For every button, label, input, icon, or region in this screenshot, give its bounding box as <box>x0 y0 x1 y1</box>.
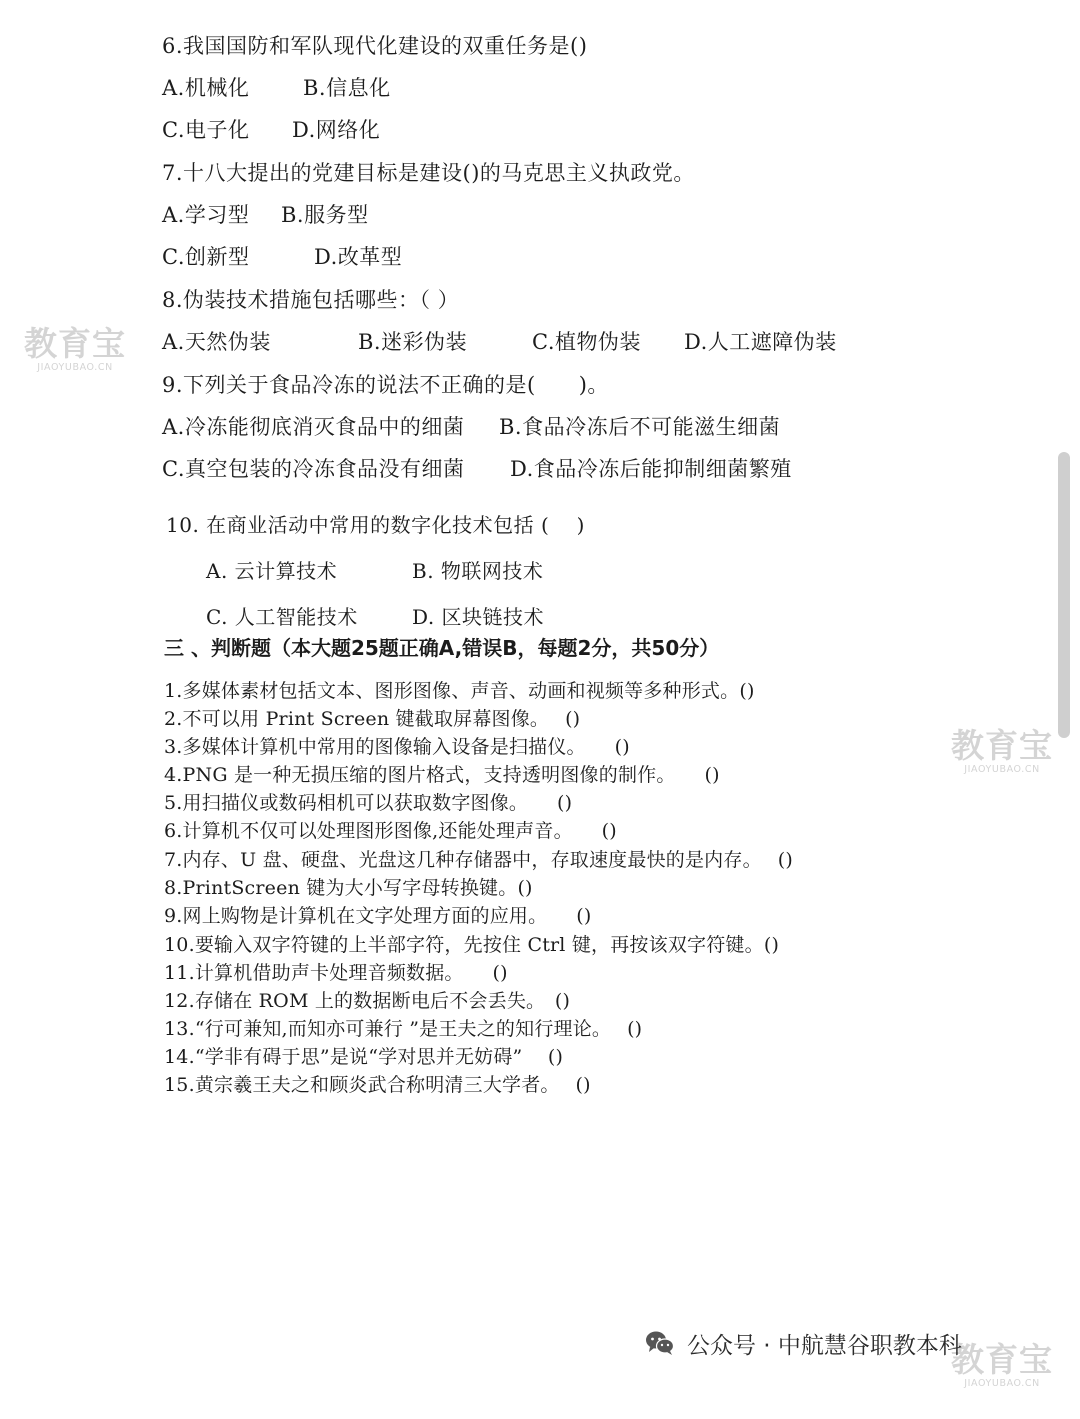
option-6b: B.信息化 <box>303 76 391 100</box>
judgment-item: 2.不可以用 Print Screen 键截取屏幕图像。 () <box>164 708 581 730</box>
watermark-url: JIAOYUBAO.CN <box>37 362 113 373</box>
footer-account <box>645 1326 962 1360</box>
judgment-item: 5.用扫描仪或数码相机可以获取数字图像。 () <box>164 792 573 814</box>
judgment-item: 1.多媒体素材包括文本、图形图像、声音、动画和视频等多种形式。() <box>164 680 755 702</box>
option-9a: A.冷冻能彻底消灭食品中的细菌 <box>162 415 465 439</box>
judgment-item: 9.网上购物是计算机在文字处理方面的应用。 () <box>164 905 592 927</box>
judgment-item: 14.“学非有碍于思”是说“学对思并无妨碍” () <box>164 1046 564 1068</box>
judgment-item: 8.PrintScreen 键为大小写字母转换键。() <box>164 877 533 899</box>
option-10c: C. 人工智能技术 <box>206 605 358 629</box>
option-10d: D. 区块链技术 <box>412 605 545 629</box>
question-9: 9.下列关于食品冷冻的说法不正确的是( )。 <box>162 373 609 397</box>
judgment-item: 11.计算机借助声卡处理音频数据。 () <box>164 962 508 984</box>
judgment-item: 3.多媒体计算机中常用的图像输入设备是扫描仪。 () <box>164 736 630 758</box>
option-10b: B. 物联网技术 <box>412 559 544 583</box>
option-8c: C.植物伪装 <box>532 330 641 354</box>
option-7b: B.服务型 <box>281 203 369 227</box>
option-9d: D.食品冷冻后能抑制细菌繁殖 <box>510 457 792 481</box>
option-8a: A.天然伪装 <box>162 330 271 354</box>
option-7c: C.创新型 <box>162 245 250 269</box>
option-10a: A. 云计算技术 <box>206 559 338 583</box>
judgment-item: 13.“行可兼知,而知亦可兼行 ”是王夫之的知行理论。 () <box>164 1018 643 1040</box>
judgment-item: 6.计算机不仅可以处理图形图像,还能处理声音。 () <box>164 820 617 842</box>
footer-text: 公众号 · 中航慧谷职教本科 <box>687 1332 962 1359</box>
watermark-url: JIAOYUBAO.CN <box>964 764 1040 775</box>
section-header: 三 、判断题（本大题25题正确A,错误B，每题2分，共50分） <box>164 636 720 660</box>
question-8: 8.伪装技术措施包括哪些：（ ） <box>162 288 460 312</box>
question-7: 7.十八大提出的党建目标是建设()的马克思主义执政党。 <box>162 161 695 185</box>
judgment-item: 4.PNG 是一种无损压缩的图片格式，支持透明图像的制作。 () <box>164 764 720 786</box>
option-7a: A.学习型 <box>162 203 250 227</box>
watermark-name: 教育宝 <box>24 324 126 363</box>
watermark-url: JIAOYUBAO.CN <box>964 1378 1040 1389</box>
option-8d: D.人工遮障伪装 <box>684 330 837 354</box>
question-6: 6.我国国防和军队现代化建设的双重任务是() <box>162 34 588 58</box>
judgment-item: 10.要输入双字符键的上半部字符，先按住 Ctrl 键，再按该双字符键。() <box>164 934 780 956</box>
option-8b: B.迷彩伪装 <box>358 330 468 354</box>
option-9c: C.真空包装的冷冻食品没有细菌 <box>162 457 465 481</box>
judgment-item: 12.存储在 ROM 上的数据断电后不会丢失。 () <box>164 990 571 1012</box>
wechat-icon <box>645 1330 675 1356</box>
option-6c: C.电子化 <box>162 118 250 142</box>
watermark-name: 教育宝 <box>951 1340 1053 1379</box>
judgment-item: 7.内存、U 盘、硬盘、光盘这几种存储器中，存取速度最快的是内存。 () <box>164 849 793 871</box>
judgment-item: 15.黄宗羲王夫之和顾炎武合称明清三大学者。 () <box>164 1074 591 1096</box>
option-9b: B.食品冷冻后不可能滋生细菌 <box>499 415 781 439</box>
option-6d: D.网络化 <box>292 118 381 142</box>
question-10: 10. 在商业活动中常用的数字化技术包括 ( ) <box>166 513 585 537</box>
watermark-left <box>16 326 134 373</box>
option-6a: A.机械化 <box>162 76 250 100</box>
option-7d: D.改革型 <box>314 245 403 269</box>
vertical-scrollbar[interactable] <box>1058 452 1070 738</box>
watermark-right <box>942 728 1062 775</box>
watermark-name: 教育宝 <box>951 726 1053 765</box>
